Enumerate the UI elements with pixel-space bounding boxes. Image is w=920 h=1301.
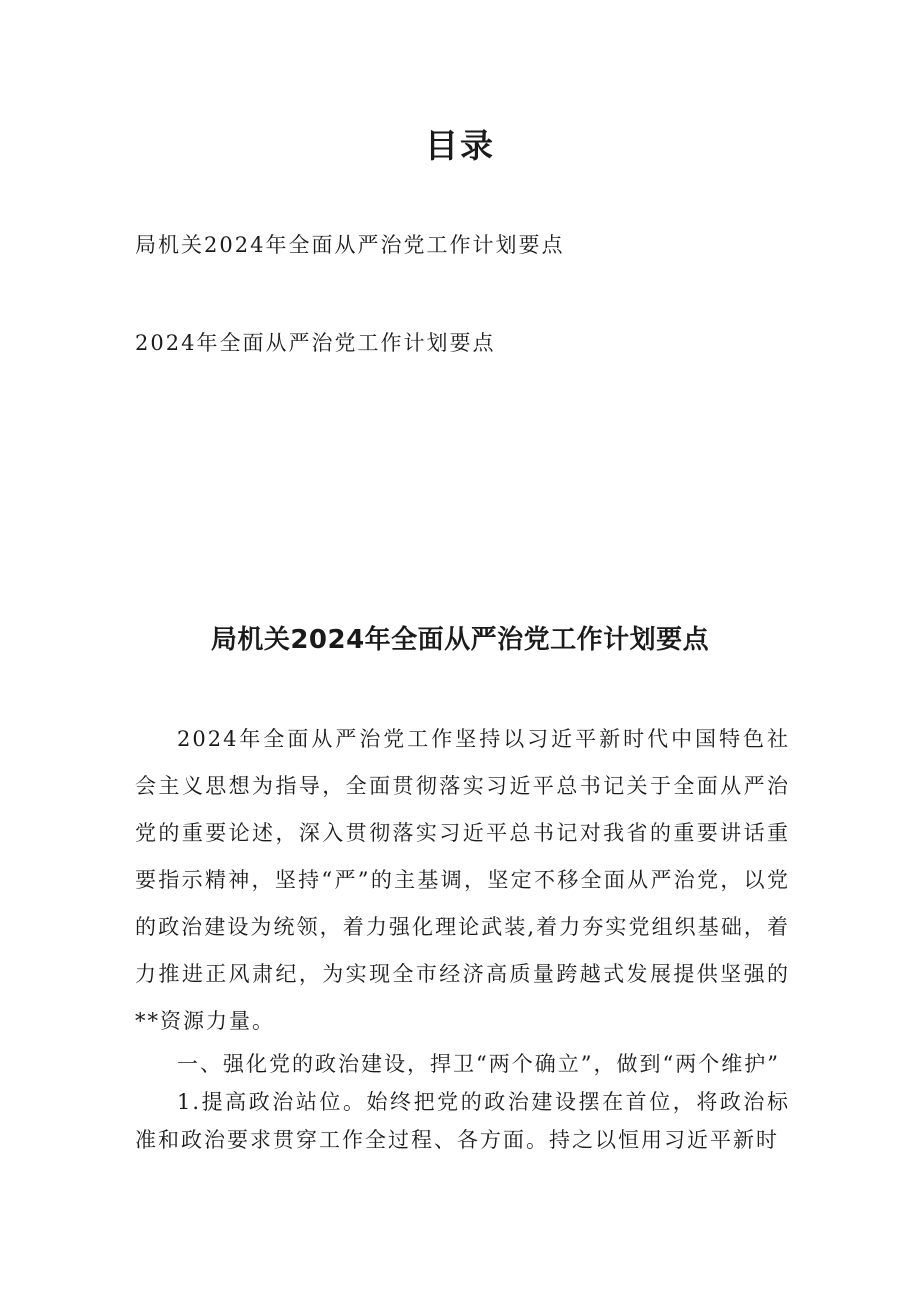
document-title: 局机关2024年全面从严治党工作计划要点 [210, 625, 710, 655]
list-item-paragraph: 1.提高政治站位。始终把党的政治建设摆在首位，将政治标准和政治要求贯穿工作全过程、各方面。持之以恒用习近平新时 [135, 1090, 790, 1152]
toc-item-bureau-plan[interactable]: 局机关2024年全面从严治党工作计划要点 [135, 233, 565, 257]
toc-item-plan[interactable]: 2024年全面从严治党工作计划要点 [135, 331, 496, 355]
toc-title: 目录 [425, 126, 495, 165]
document-body [135, 716, 790, 1159]
section-heading: 一、强化党的政治建设，捍卫“两个确立”，做到“两个维护” [177, 1052, 780, 1076]
intro-paragraph: 2024年全面从严治党工作坚持以习近平新时代中国特色社会主义思想为指导，全面贯彻落实习近平总书记关于全面从严治党的重要论述，深入贯彻落实习近平总书记对我省的重要讲话重要指示精神，坚持“严”的主基调，坚定不移全面从严治党，以党的政治建设为统领，着力强化理论武装,着力夯实党组织基础，着力推进正风肃纪，为实现全市经济高质量跨越式发展提供坚强的**资源力量。 [135, 727, 790, 1033]
